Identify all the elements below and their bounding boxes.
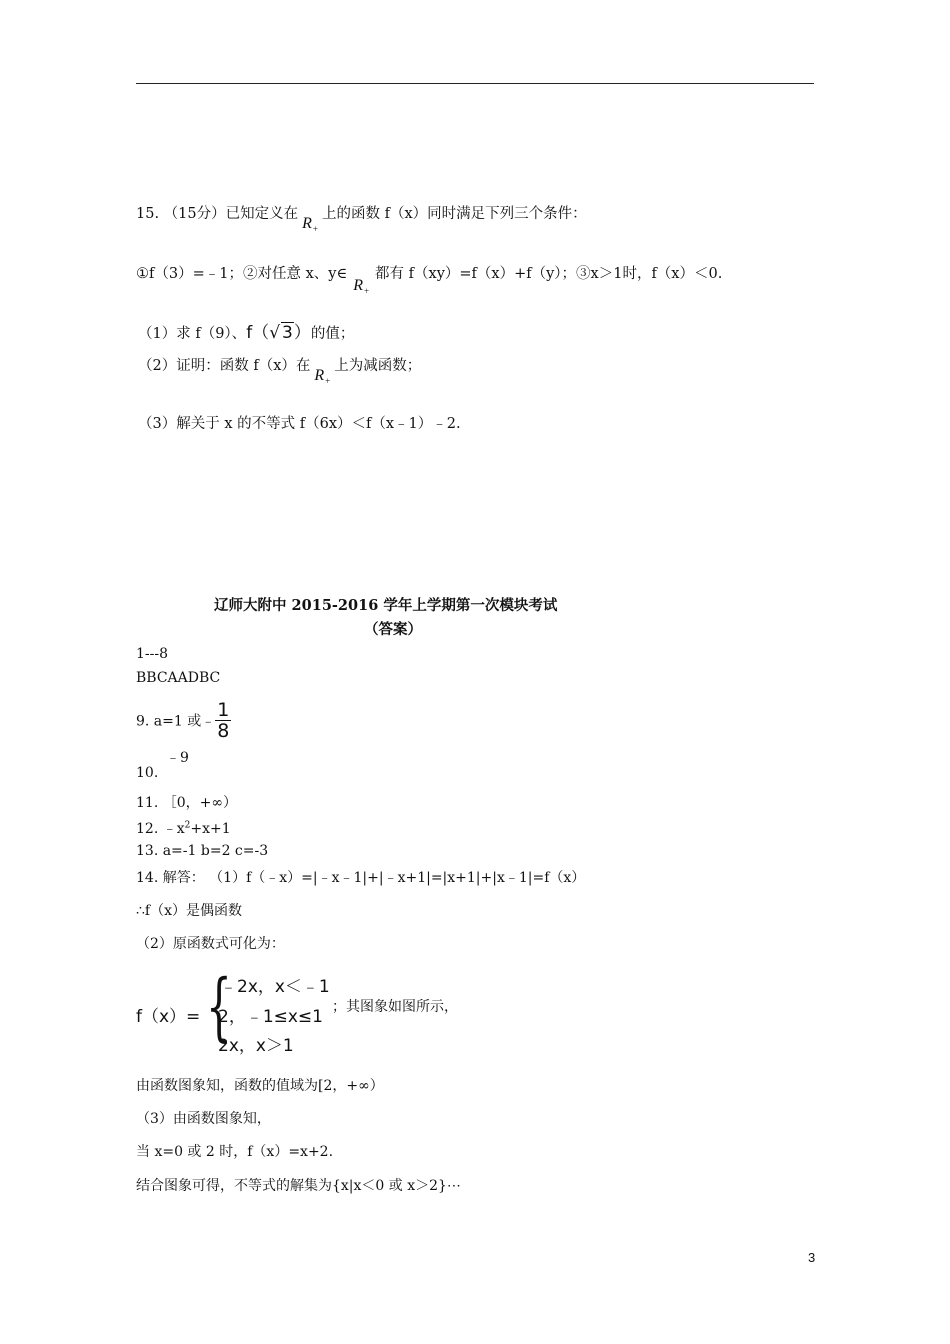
answer-range: 1---8 — [136, 646, 169, 662]
q15-part2: （2）证明：函数 f（x）在$R_+$上为减函数； — [138, 358, 422, 386]
piecewise-lhs: f（x）= — [136, 1007, 201, 1027]
r-plus-symbol: $R_+$ — [302, 215, 318, 234]
piecewise-case-1: ﹣2x，x＜﹣1 — [220, 977, 330, 997]
answer-14: 14. 解答： （1）f（﹣x）=|﹣x﹣1|+|﹣x+1|=|x+1|+|x﹣1|=f（x） — [136, 870, 586, 886]
header-rule — [136, 83, 814, 84]
range-conclusion: 由函数图象知，函数的值域为[2，+∞） — [136, 1078, 384, 1094]
piecewise-case-2: 2，﹣1≤x≤1 — [218, 1007, 323, 1027]
r-plus-symbol: $R_+$ — [353, 277, 370, 296]
part2-heading: （2）原函数式可化为： — [136, 936, 285, 952]
answer-title: 辽师大附中 2015-2016 学年上学期第一次模块考试 — [214, 597, 558, 614]
even-function-note: ∴f（x）是偶函数 — [136, 903, 242, 919]
answer-13: 13. a=-1 b=2 c=-3 — [136, 843, 269, 859]
answer-9: 9. a=1 或﹣ $\frac{1}{8}$ — [136, 699, 230, 742]
equality-points: 当 x=0 或 2 时，f（x）=x+2. — [136, 1144, 334, 1160]
piecewise-case-3: 2x，x＞1 — [218, 1036, 294, 1056]
left-brace: { — [206, 964, 232, 1050]
answer-12: 12. $﹣x^2+x+1$ — [136, 820, 231, 837]
sqrt-three: √ 3 — [269, 323, 293, 343]
page-number: 3 — [808, 1250, 816, 1265]
answer-11: 11. ［0，+∞） — [136, 795, 238, 811]
q15-line2: ①f（3）=﹣1；②对任意 x、$y\in R_+$都有 f（xy）=f（x）+f（y）；③x＞1时，f（x）＜0. — [136, 266, 723, 296]
piecewise-note: ；其图象如图所示， — [332, 999, 458, 1015]
q15-line1: 15. （15分）已知定义在$R_+$上的函数 f（x）同时满足下列三个条件： — [136, 206, 587, 234]
answer-9-extra: ﹣9 — [166, 750, 189, 766]
q15-part1: （1）求 f（9）、f（√ 3）的值； — [138, 323, 355, 343]
solution-set: 结合图象可得，不等式的解集为{x|x＜0 或 x＞2}⋯ — [136, 1178, 461, 1194]
q15-part3: （3）解关于 x 的不等式 f（6x）＜f（x﹣1）﹣2. — [138, 416, 461, 432]
part3-heading: （3）由函数图象知， — [136, 1111, 271, 1127]
fraction-one-eighth: $\frac{1}{8}$ — [217, 699, 230, 742]
answer-choices: BBCAADBC — [136, 670, 221, 686]
answer-10: 10. — [136, 765, 159, 781]
answer-subtitle: （答案） — [364, 621, 422, 638]
r-plus-symbol: $R_+$ — [314, 367, 331, 386]
